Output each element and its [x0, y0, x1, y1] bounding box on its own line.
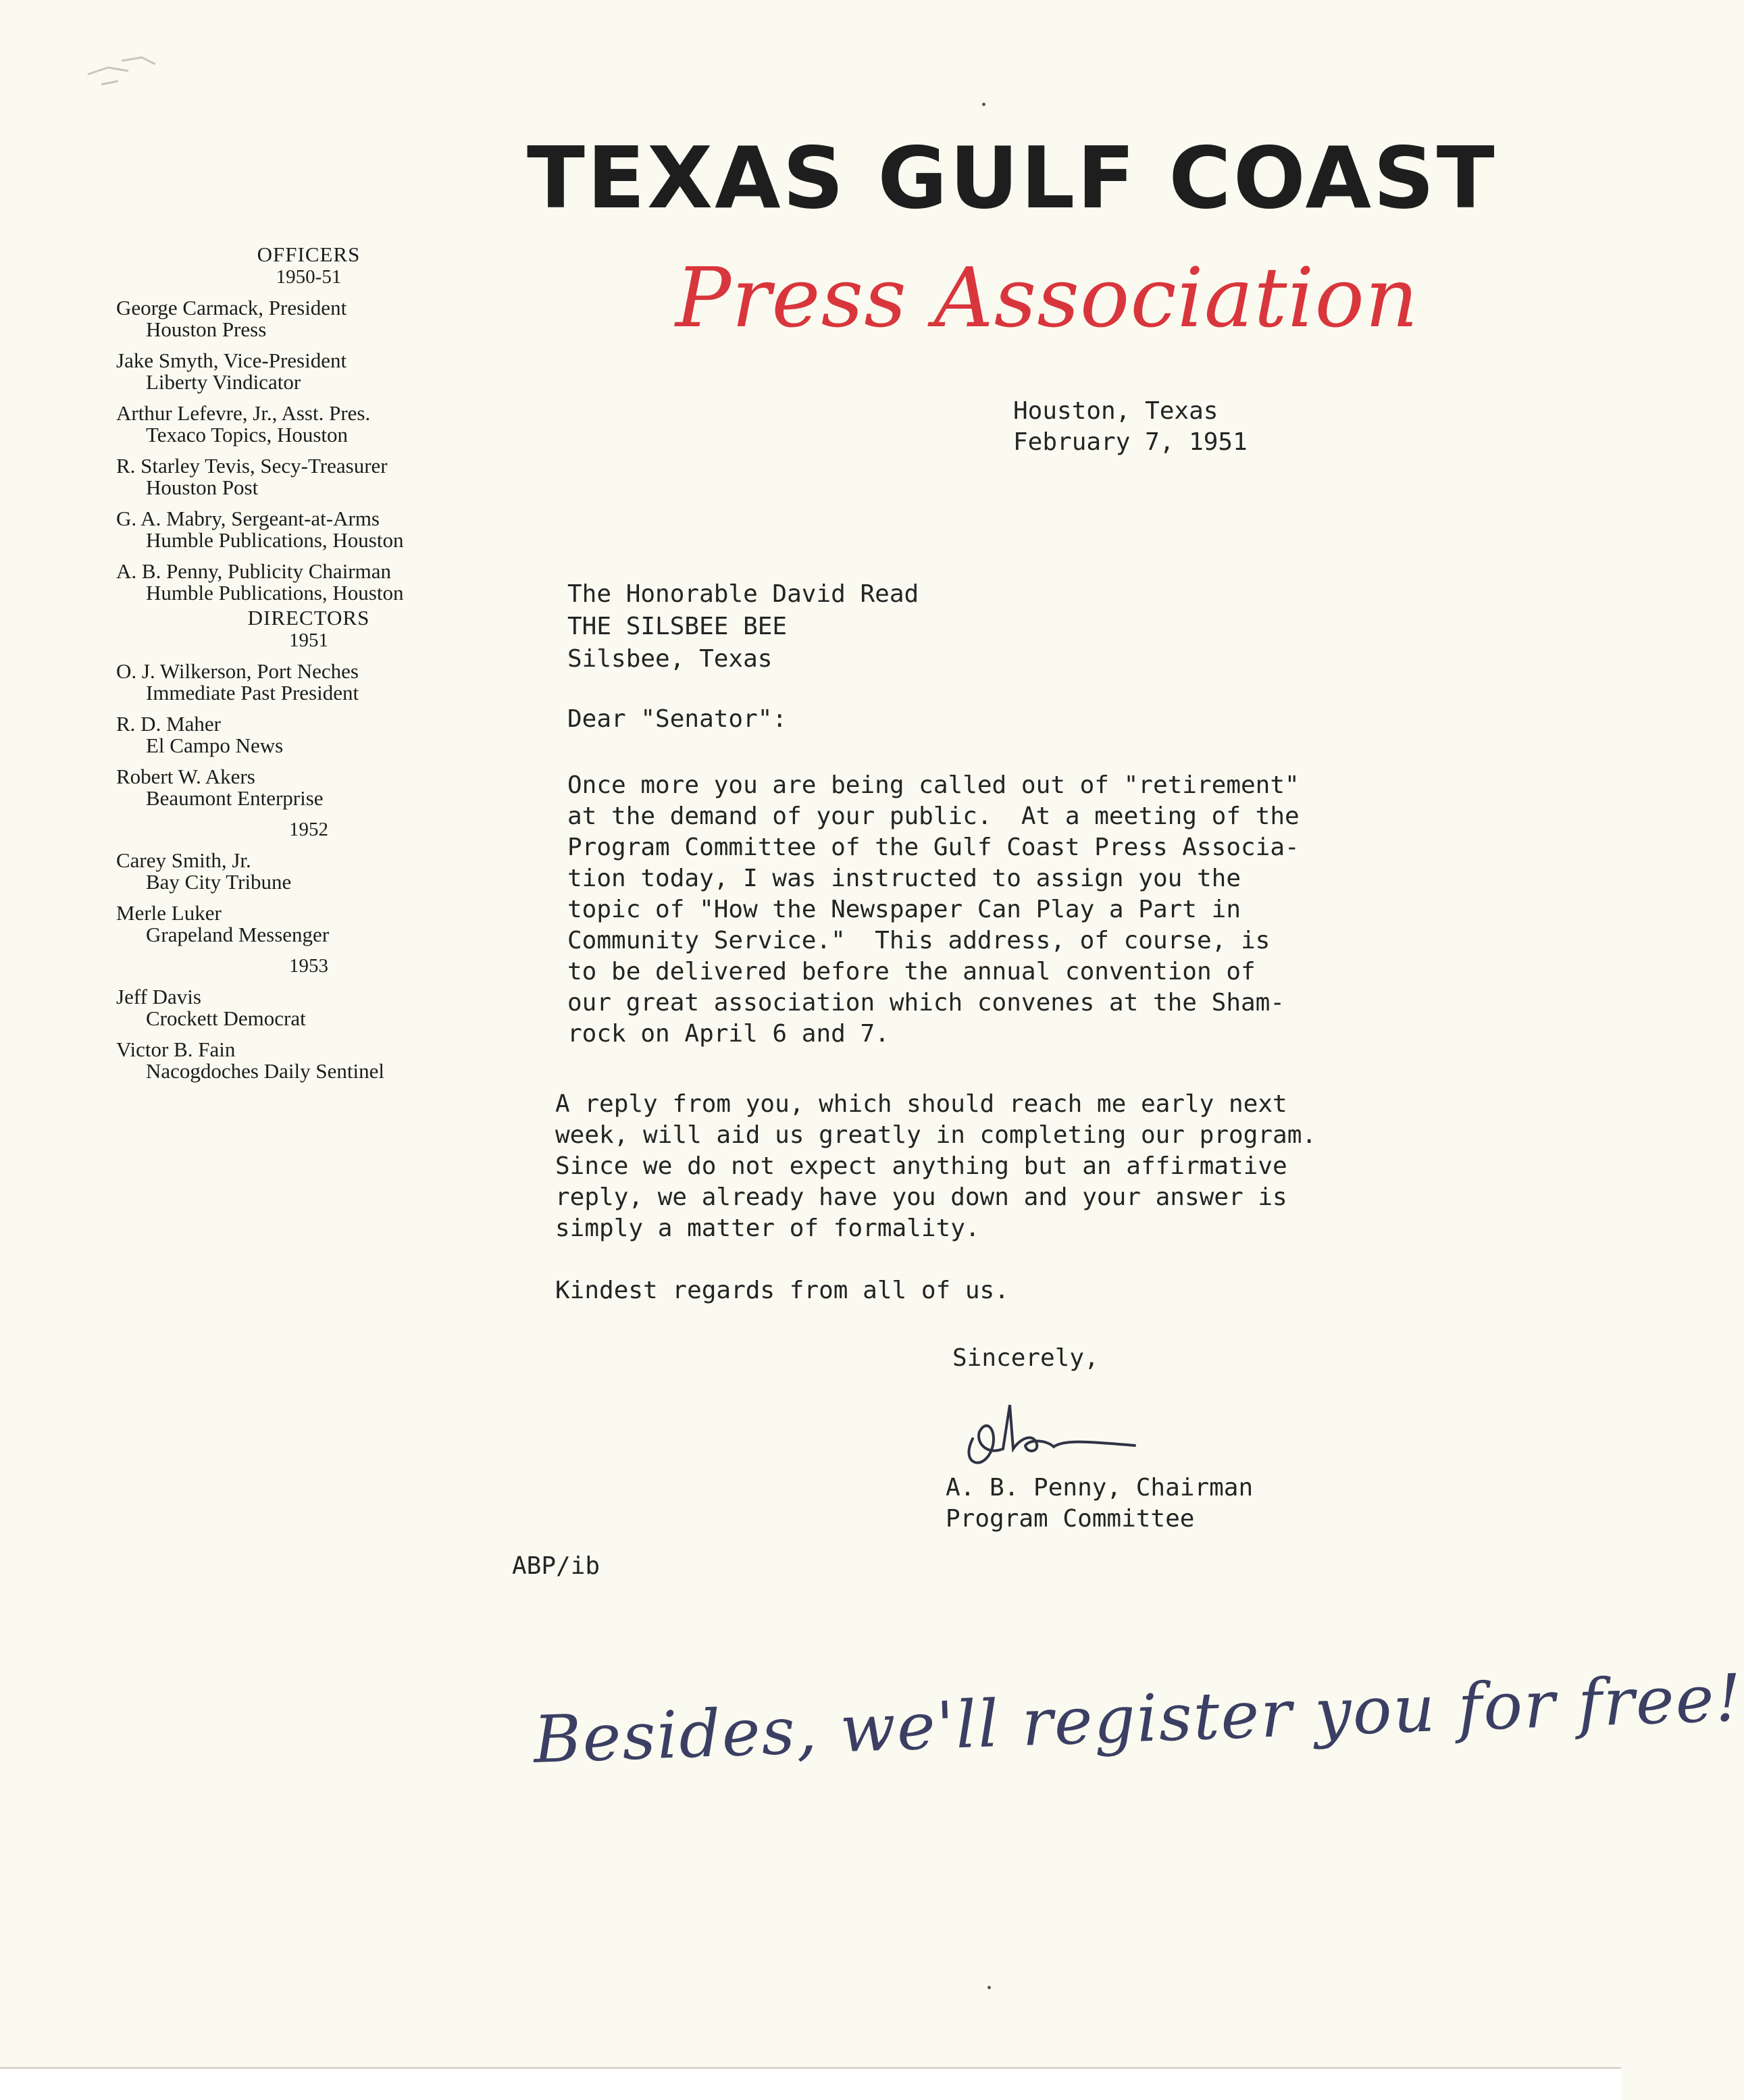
paragraph-line: Program Committee of the Gulf Coast Press Associa-	[567, 834, 1300, 861]
signature-block	[946, 1472, 1253, 1535]
director-entry	[116, 902, 521, 946]
director-org: Bay City Tribune	[146, 870, 292, 894]
officer-entry	[116, 561, 521, 604]
director-name: Merle Luker	[116, 901, 222, 925]
body-paragraph-2	[555, 1089, 1316, 1244]
director-org: Nacogdoches Daily Sentinel	[146, 1059, 384, 1083]
director-name: R. D. Maher	[116, 712, 221, 736]
officer-org: Houston Post	[146, 476, 259, 499]
officers-directors-sidebar	[116, 243, 521, 1082]
director-name: O. J. Wilkerson, Port Neches	[116, 659, 359, 683]
officer-org: Liberty Vindicator	[146, 370, 301, 394]
director-org: Crockett Democrat	[146, 1006, 306, 1030]
signature-scribble	[946, 1391, 1148, 1479]
paragraph-line: A reply from you, which should reach me early next	[555, 1090, 1287, 1118]
letterhead-subtitle: Press Association	[675, 250, 1419, 346]
director-entry	[116, 661, 521, 704]
handwritten-note: Besides, we'll register you for free!	[532, 1660, 1744, 1778]
paragraph-line: our great association which convenes at the Sham-	[567, 989, 1285, 1017]
paragraph-line: at the demand of your public. At a meeting of the	[567, 802, 1300, 830]
directors-heading: DIRECTORS	[247, 606, 370, 630]
officer-role: Jake Smyth, Vice-President	[116, 349, 347, 372]
officer-role: George Carmack, President	[116, 296, 347, 319]
director-entry	[116, 713, 521, 757]
signer-title: Program Committee	[946, 1505, 1195, 1533]
director-org: El Campo News	[146, 734, 284, 757]
salutation: Dear "Senator":	[567, 705, 788, 733]
director-name: Jeff Davis	[116, 985, 201, 1008]
officer-role: A. B. Penny, Publicity Chairman	[116, 559, 391, 583]
letter-city: Houston, Texas	[1013, 397, 1219, 425]
officer-role: G. A. Mabry, Sergeant-at-Arms	[116, 507, 380, 530]
signer-name: A. B. Penny, Chairman	[946, 1474, 1254, 1502]
closing: Sincerely,	[952, 1344, 1099, 1372]
paragraph-line: to be delivered before the annual convention of	[567, 958, 1256, 985]
officer-role: Arthur Lefevre, Jr., Asst. Pres.	[116, 401, 371, 425]
director-entry	[116, 766, 521, 809]
recipient-name: The Honorable David Read	[567, 580, 919, 608]
officer-entry	[116, 350, 521, 393]
directors-year: 1952	[289, 819, 328, 840]
recipient-city: Silsbee, Texas	[567, 645, 773, 673]
recipient-org: THE SILSBEE BEE	[567, 613, 788, 640]
director-org: Beaumont Enterprise	[146, 786, 324, 810]
officers-heading: OFFICERS	[257, 242, 361, 266]
letter-date: February 7, 1951	[1013, 428, 1248, 456]
officer-entry	[116, 297, 521, 340]
letterhead-title: TEXAS GULF COAST	[527, 128, 1497, 228]
director-entry	[116, 850, 521, 893]
reference-initials: ABP/ib	[512, 1552, 600, 1580]
director-name: Robert W. Akers	[116, 765, 255, 788]
officer-org: Humble Publications, Houston	[146, 581, 404, 605]
officer-role: R. Starley Tevis, Secy-Treasurer	[116, 454, 388, 478]
paragraph-line: rock on April 6 and 7.	[567, 1020, 890, 1048]
director-entry	[116, 1039, 521, 1082]
directors-year: 1951	[289, 630, 328, 651]
officer-org: Humble Publications, Houston	[146, 528, 404, 552]
paragraph-line: Once more you are being called out of "retirement"	[567, 771, 1300, 799]
officer-org: Texaco Topics, Houston	[146, 423, 349, 446]
paragraph-line: week, will aid us greatly in completing our program.	[555, 1121, 1317, 1149]
officers-year: 1950-51	[276, 266, 342, 288]
officer-org: Houston Press	[146, 317, 267, 341]
dateline	[1013, 396, 1248, 458]
officer-entry	[116, 455, 521, 498]
regards-line: Kindest regards from all of us.	[555, 1277, 1009, 1304]
director-entry	[116, 986, 521, 1029]
body-paragraph-1	[567, 770, 1300, 1050]
paragraph-line: tion today, I was instructed to assign you the	[567, 865, 1241, 892]
officer-entry	[116, 508, 521, 551]
paragraph-line: topic of "How the Newspaper Can Play a Part in	[567, 896, 1241, 923]
paragraph-line: Community Service." This address, of course, is	[567, 927, 1271, 954]
director-name: Carey Smith, Jr.	[116, 848, 251, 872]
paragraph-line: simply a matter of formality.	[555, 1214, 980, 1242]
recipient-address	[567, 578, 919, 675]
paper-speck	[982, 103, 985, 106]
directors-year: 1953	[289, 955, 328, 977]
director-org: Grapeland Messenger	[146, 923, 330, 946]
paper-speck	[988, 1986, 991, 1989]
director-name: Victor B. Fain	[116, 1038, 236, 1061]
paper-scuff-mark	[81, 47, 189, 95]
paragraph-line: Since we do not expect anything but an affirmative	[555, 1152, 1287, 1180]
director-org: Immediate Past President	[146, 681, 359, 705]
paragraph-line: reply, we already have you down and your answer is	[555, 1183, 1287, 1211]
officer-entry	[116, 403, 521, 446]
page-bottom-edge	[0, 2067, 1621, 2100]
